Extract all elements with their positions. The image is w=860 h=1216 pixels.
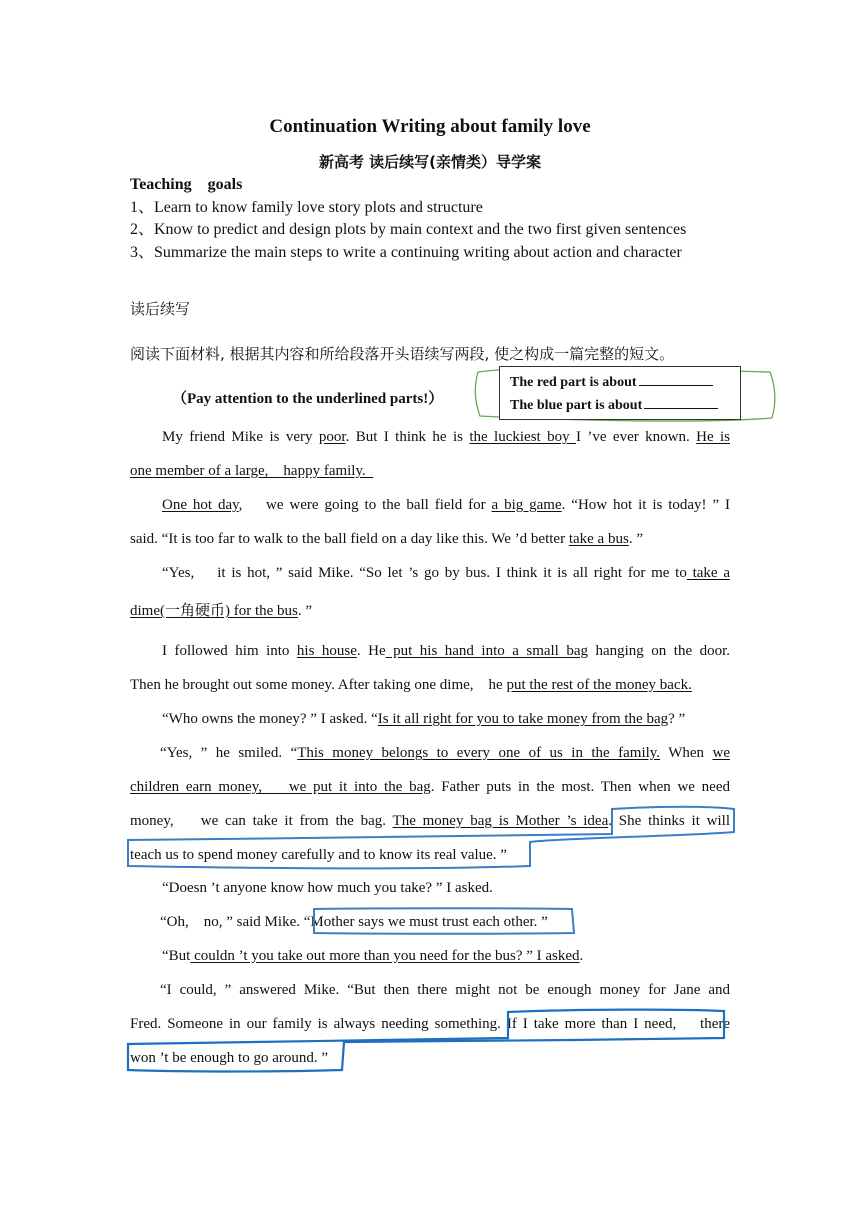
passage-line-13: teach us to spend money carefully and to know its real value. ”: [130, 847, 507, 863]
goal-item: 2、Know to predict and design plots by main context and the two first given sentences: [130, 221, 687, 238]
passage-line-8: Then he brought out some money. After taking one dime, he put the rest of the money back.: [130, 677, 692, 693]
passage-line-10: “Yes, ” he smiled. “This money belongs to every one of us in the family. When we: [160, 745, 730, 761]
blue-outline-2: [314, 908, 574, 934]
document-subtitle: 新高考 读后续写(亲情类）导学案: [318, 153, 542, 171]
passage-line-15: “Oh, no, ” said Mike. “Mother says we must trust each other. ”: [160, 914, 548, 930]
red-part-prompt: The red part is about: [510, 371, 740, 394]
passage-line-11: children earn money, we put it into the bag. Father puts in the most. Then when we need: [130, 779, 730, 795]
goals-heading: Teaching goals: [130, 176, 243, 193]
document-title: Continuation Writing about family love: [269, 116, 591, 137]
passage-line-7: I followed him into his house. He put his hand into a small bag hanging on the door.: [162, 643, 730, 659]
passage-line-14: “Doesn ’t anyone know how much you take? ” I asked.: [162, 880, 493, 896]
passage-line-3: One hot day, we were going to the ball field for a big game. “How hot it is today! ” I: [162, 497, 731, 513]
goal-item: 3、Summarize the main steps to write a continuing writing about action and character: [130, 243, 682, 261]
passage-line-12: money, we can take it from the bag. The money bag is Mother ’s idea. She thinks it will: [130, 813, 730, 829]
passage-line-17: “I could, ” answered Mike. “But then there might not be enough money for Jane and: [160, 982, 730, 998]
blue-outline-1: [128, 807, 734, 869]
passage-line-19: won ’t be enough to go around. ”: [130, 1050, 329, 1066]
blue-outline-3: [128, 1010, 724, 1072]
goal-item: 1、Learn to know family love story plots and structure: [130, 198, 483, 216]
passage-line-4: said. “It is too far to walk to the ball field on a day like this. We ’d better take a bus. ”: [130, 531, 643, 547]
note-text: （Pay attention to the underlined parts!）: [172, 391, 444, 407]
section-label: 读后续写: [130, 300, 191, 318]
passage-line-1: My friend Mike is very poor. But I think he is the luckiest boy I ’ve ever known. He is: [162, 429, 730, 445]
passage-line-18: Fred. Someone in our family is always needing something. If I take more than I need, there: [130, 1016, 731, 1032]
passage-line-16: “But couldn ’t you take out more than you need for the bus? ” I asked.: [162, 948, 584, 964]
task-instruction: 阅读下面材料, 根据其内容和所给段落开头语续写两段, 使之构成一篇完整的短文。: [130, 345, 675, 363]
passage-line-9: “Who owns the money? ” I asked. “Is it all right for you to take money from the bag? ”: [162, 711, 686, 727]
passage-line-6: dime(一角硬币) for the bus. ”: [130, 603, 313, 619]
passage-line-2: one member of a large, happy family.: [130, 463, 374, 479]
blue-part-prompt: The blue part is about: [510, 394, 740, 417]
passage-line-5: “Yes, it is hot, ” said Mike. “So let ’s go by bus. I think it is all right for me to take a: [162, 565, 730, 581]
